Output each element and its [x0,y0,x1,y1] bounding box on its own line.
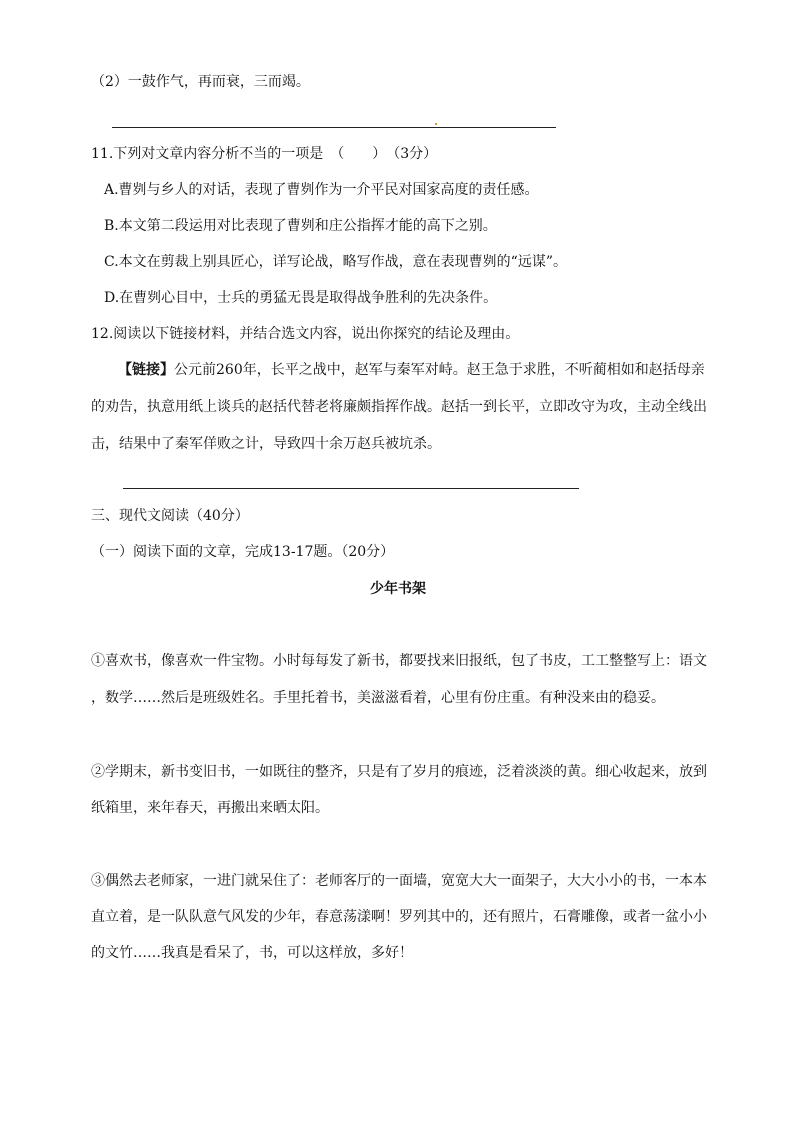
section-3-subheading: （一）阅读下面的文章，完成13-17题。（20分） [91,544,395,560]
answer-line-q10 [112,127,556,128]
q12-stem: 12.阅读以下链接材料，并结合选文内容，说出你探究的结论及理由。 [91,326,520,342]
q11-option-a: A.曹刿与乡人的对话，表现了曹刿作为一介平民对国家高度的责任感。 [104,182,539,198]
link-label: 【链接】 [118,362,174,378]
q12-link-line-2: 的劝告，执意用纸上谈兵的赵括代替老将廉颇指挥作战。赵括一到长平，立即改守为攻，主动全线出 [91,399,707,415]
q12-link-line-3: 击，结果中了秦军佯败之计，导致四十余万赵兵被坑杀。 [91,436,441,452]
paragraph-1-line-2: ，数学……然后是班级姓名。手里托着书，美滋滋看着，心里有份庄重。有种没来由的稳妥。 [91,690,665,706]
paragraph-2-line-2: 纸箱里，来年春天，再搬出来晒太阳。 [91,800,329,816]
answer-line-q12 [123,488,579,489]
link-text-1: 公元前260年，长平之战中，赵军与秦军对峙。赵王急于求胜，不听蔺相如和赵括母亲 [174,362,705,378]
q11-stem: 11.下列对文章内容分析不当的一项是 （ ） （3分） [91,146,438,162]
paragraph-3-line-2: 直立着，是一队队意气风发的少年，春意荡漾啊！罗列其中的，还有照片，石膏雕像，或者一盆小小 [91,909,707,925]
decorative-dot [435,123,437,125]
section-3-heading: 三、现代文阅读（40分） [91,508,249,524]
q11-option-d: D.在曹刿心目中，士兵的勇猛无畏是取得战争胜利的先决条件。 [104,290,498,306]
q10-item-2: （2）一鼓作气，再而衰，三而竭。 [91,74,310,90]
q11-option-b: B.本文第二段运用对比表现了曹刿和庄公指挥才能的高下之别。 [104,218,497,234]
q12-link-line-1 [118,360,705,380]
paragraph-2-line-1: ②学期末，新书变旧书，一如既往的整齐，只是有了岁月的痕迹，泛着淡淡的黄。细心收起来，放到 [91,764,707,780]
paragraph-3-line-1: ③偶然去老师家，一进门就呆住了：老师客厅的一面墙，宽宽大大一面架子，大大小小的书，一本本 [91,873,707,889]
paragraph-3-line-3: 的文竹……我真是看呆了，书，可以这样放，多好！ [91,945,413,961]
q11-option-c: C.本文在剪裁上别具匠心，详写论战，略写作战，意在表现曹刿的“远谋”。 [104,254,567,270]
article-title: 少年书架 [370,581,426,597]
paragraph-1-line-1: ①喜欢书，像喜欢一件宝物。小时每每发了新书，都要找来旧报纸，包了书皮，工工整整写上：语文 [91,653,707,669]
